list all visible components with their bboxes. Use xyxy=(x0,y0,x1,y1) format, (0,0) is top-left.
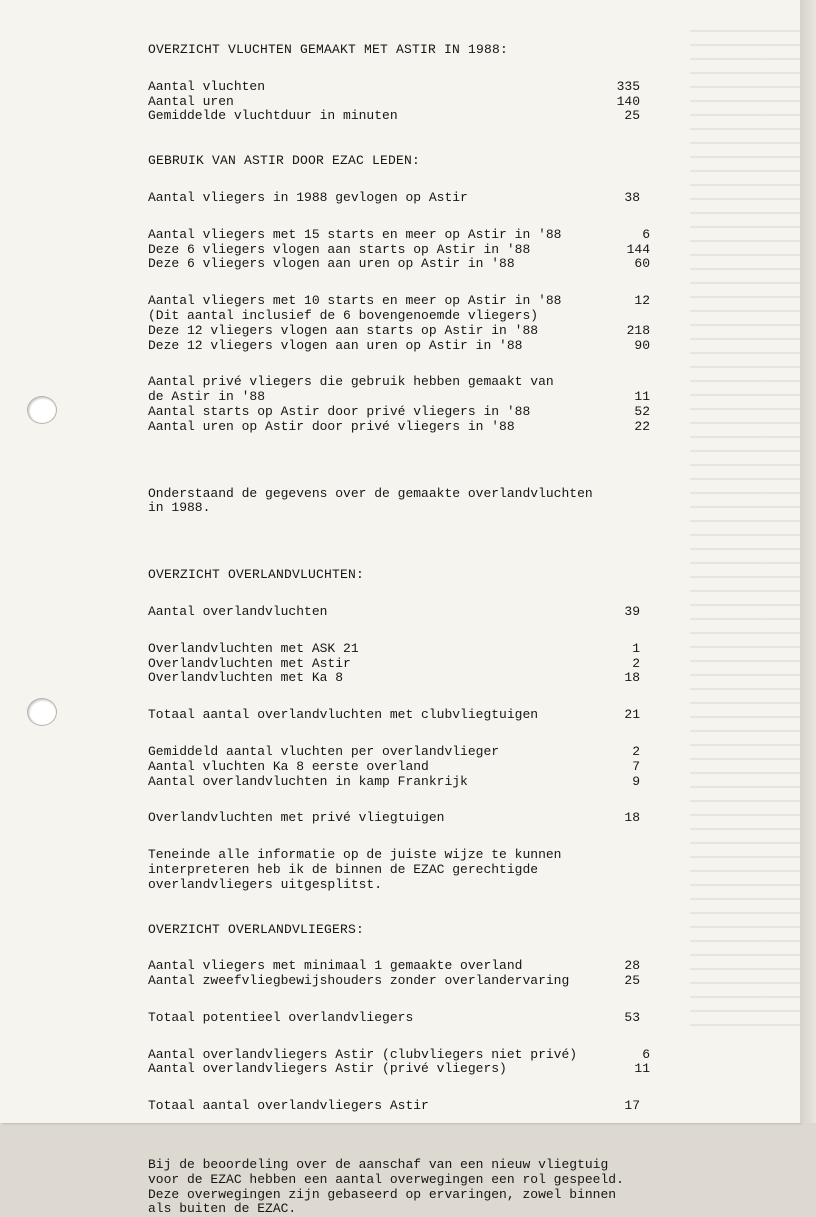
overland-private-row: Overlandvluchten met privé vliegtuigen 18 xyxy=(148,810,640,826)
list-item: Aantal overlandvliegers Astir (clubvliegers niet privé) 6 xyxy=(148,1046,650,1062)
heading-flights: OVERZICHT VLUCHTEN GEMAAKT MET ASTIR IN 1988: xyxy=(148,42,509,57)
usage-private-list xyxy=(148,375,668,434)
list-item: Aantal starts op Astir door privé vliegers in '88 52 xyxy=(148,403,650,419)
list-item: Overlandvluchten met Ka 8 18 xyxy=(148,670,640,686)
list-item: Aantal zweefvliegbewijshouders zonder overlandervaring 25 xyxy=(148,973,640,989)
list-item: Aantal overlandvluchten in kamp Frankrijk 9 xyxy=(148,773,640,789)
bleed-through-text xyxy=(690,30,800,1030)
overland-misc-list xyxy=(148,745,668,789)
list-item: Overlandvluchten met ASK 21 1 xyxy=(148,640,640,656)
usage-15-list xyxy=(148,228,668,272)
pilots-b-list xyxy=(148,1048,668,1078)
list-item: de Astir in '88 11 xyxy=(148,389,650,405)
list-item: Aantal uren op Astir door privé vliegers in '88 22 xyxy=(148,418,650,434)
usage-total-row: Aantal vliegers in 1988 gevlogen op Astir 38 xyxy=(148,189,640,205)
list-item: Aantal vliegers met 15 starts en meer op Astir in '88 6 xyxy=(148,226,650,242)
list-item: Deze 6 vliegers vlogen aan uren op Astir in '88 60 xyxy=(148,256,650,272)
list-item: Deze 12 vliegers vlogen aan starts op Astir in '88 218 xyxy=(148,322,650,338)
list-item: Deze 6 vliegers vlogen aan starts op Astir in '88 144 xyxy=(148,241,650,257)
list-item: Deze 12 vliegers vlogen aan uren op Astir in '88 90 xyxy=(148,337,650,353)
list-item: Aantal vluchten Ka 8 eerste overland 7 xyxy=(148,758,640,774)
flights-list xyxy=(148,80,668,124)
paragraph-closing: Bij de beoordeling over de aanschaf van een nieuw vliegtuig voor de EZAC hebben een aantal overwegingen een rol gespeeld. Deze overwegingen zijn gebaseerd op ervaringen, zowel binnen als buiten de EZAC. xyxy=(148,1157,624,1217)
list-item: Aantal uren 140 xyxy=(148,93,640,109)
pilots-a-list xyxy=(148,959,668,989)
heading-pilots: OVERZICHT OVERLANDVLIEGERS: xyxy=(148,921,365,937)
heading-usage: GEBRUIK VAN ASTIR DOOR EZAC LEDEN: xyxy=(148,153,421,169)
list-item: Aantal overlandvliegers Astir (privé vliegers) 11 xyxy=(148,1061,650,1077)
punch-hole-bottom xyxy=(27,698,57,726)
pilots-potential-row: Totaal potentieel overlandvliegers 53 xyxy=(148,1009,640,1025)
list-item: Aantal vluchten 335 xyxy=(148,78,640,94)
punch-hole-top xyxy=(27,396,57,424)
list-item: Gemiddelde vluchtduur in minuten 25 xyxy=(148,108,640,124)
pilots-total-row: Totaal aantal overlandvliegers Astir 17 xyxy=(148,1098,640,1114)
paragraph-intro-overland: Onderstaand de gegevens over de gemaakte overlandvluchten in 1988. xyxy=(148,485,593,516)
overland-club-row: Totaal aantal overlandvluchten met clubvliegtuigen 21 xyxy=(148,707,640,723)
overland-total-row: Aantal overlandvluchten 39 xyxy=(148,603,640,619)
list-item: Aantal vliegers met 10 starts en meer op Astir in '88 12 xyxy=(148,293,650,309)
overland-types-list xyxy=(148,642,668,686)
page-edge xyxy=(800,0,816,1123)
list-item: (Dit aantal inclusief de 6 bovengenoemde vliegers) xyxy=(148,307,539,323)
document-body xyxy=(148,43,668,1217)
list-item: Aantal vliegers met minimaal 1 gemaakte overland 28 xyxy=(148,958,640,974)
list-item: Aantal privé vliegers die gebruik hebben gemaakt van xyxy=(148,374,554,390)
usage-10-list xyxy=(148,294,668,353)
list-item: Gemiddeld aantal vluchten per overlandvlieger 2 xyxy=(148,743,640,759)
paragraph-split: Teneinde alle informatie op de juiste wijze te kunnen interpreteren heb ik de binnen de EZAC gerechtigde overlandvliegers uitgesplitst. xyxy=(148,847,562,892)
list-item: Overlandvluchten met Astir 2 xyxy=(148,655,640,671)
heading-overland: OVERZICHT OVERLANDVLUCHTEN: xyxy=(148,567,365,583)
